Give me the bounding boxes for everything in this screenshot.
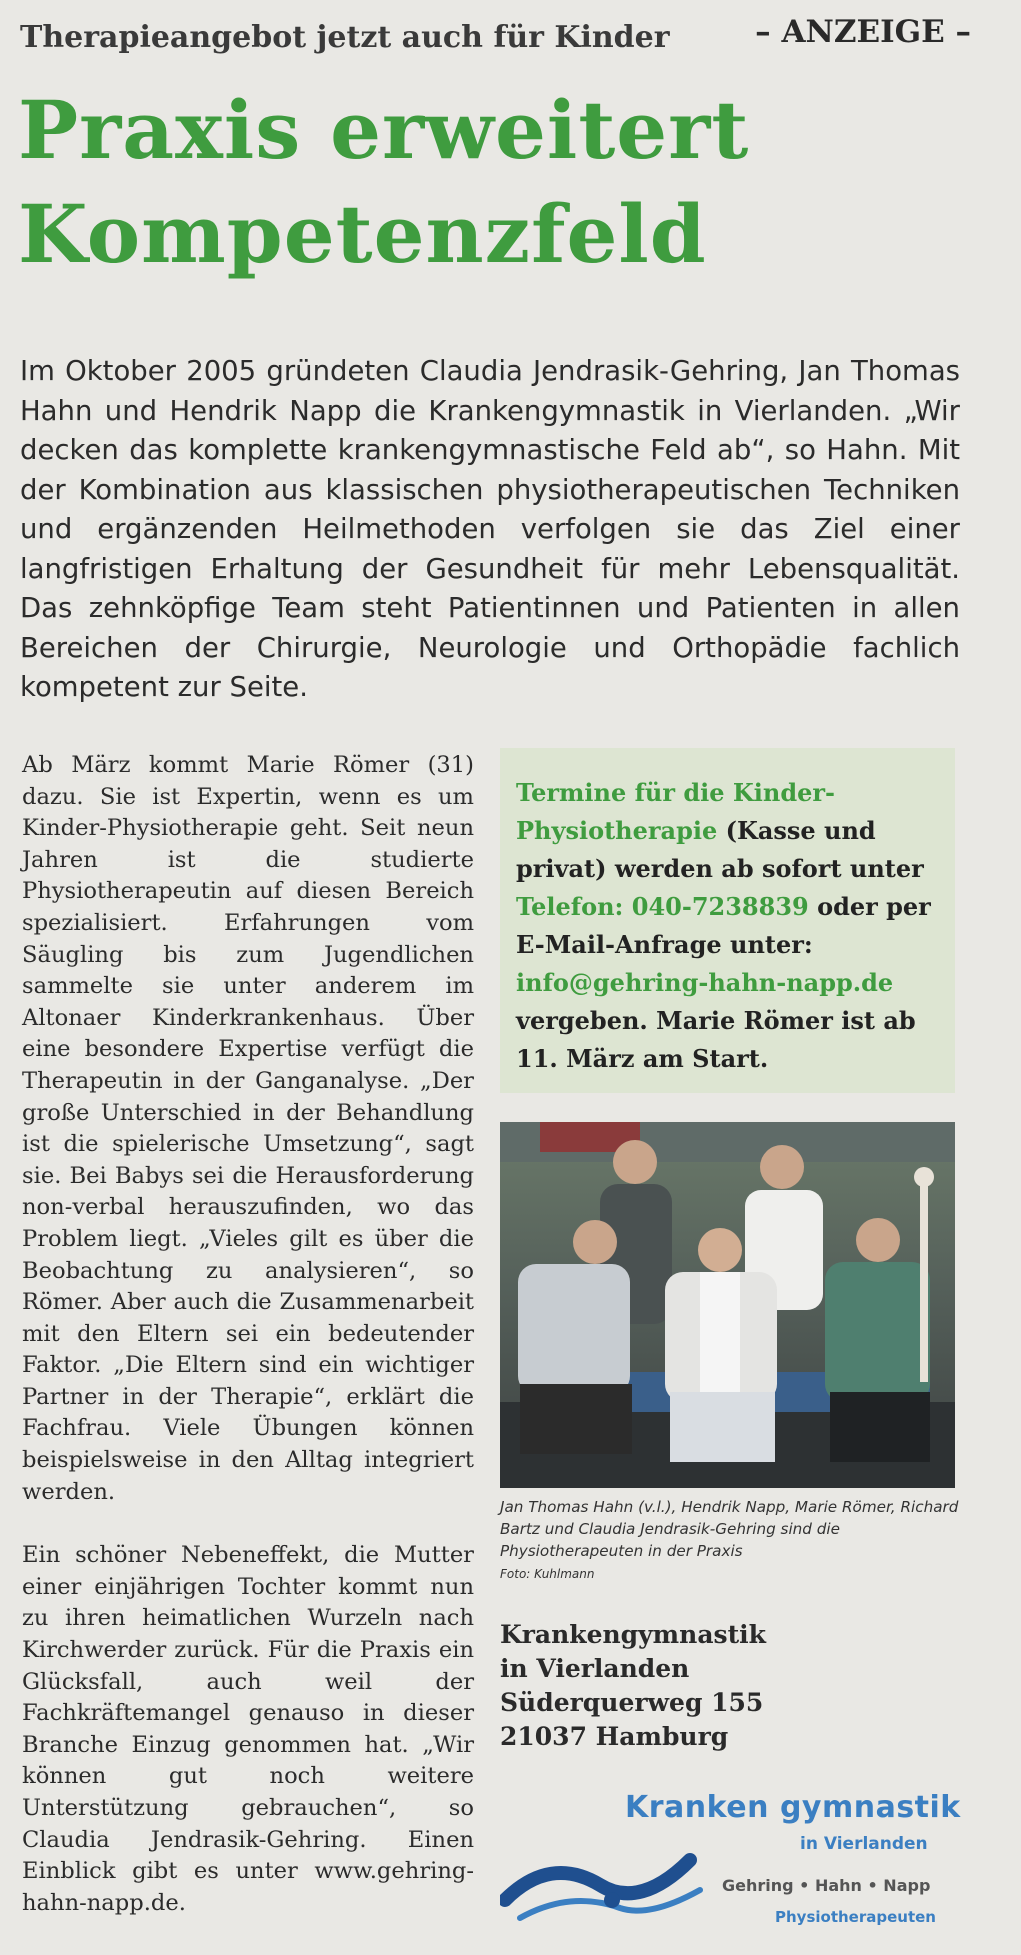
headline: Praxis erweitert Kompetenzfeld	[18, 83, 750, 281]
caption-text: Jan Thomas Hahn (v.l.), Hendrik Napp, Marie Römer, Richard Bartz und Claudia Jendrasik-Gehring sind die Physiotherapeuten in der Praxis	[500, 1498, 959, 1560]
kicker-line: Therapieangebot jetzt auch für Kinder	[20, 20, 670, 55]
address-line-1: Krankengymnastik	[500, 1620, 766, 1649]
advertisement-tag: – ANZEIGE –	[755, 14, 971, 50]
team-photo-illustration	[500, 1122, 955, 1488]
photo-caption	[500, 1496, 960, 1585]
infobox-text-1: (Kasse und privat) werden ab sofort unter	[516, 816, 924, 883]
team-photo	[500, 1122, 955, 1488]
logo-subtitle: in Vierlanden	[800, 1834, 928, 1854]
phone-number[interactable]: Telefon: 040-7238839	[516, 892, 809, 921]
address-line-4: 21037 Hamburg	[500, 1722, 729, 1751]
infobox-text-2: oder per E-Mail-Anfrage unter:	[516, 892, 931, 959]
infobox-heading: Termine für die Kinder-Physiotherapie	[516, 778, 835, 845]
practice-address	[500, 1618, 940, 1754]
body-paragraph-1: Ab März kommt Marie Römer (31) dazu. Sie ist Expertin, wenn es um Kinder-Physiotherapie geht. Seit neun Jahren ist die studierte Physiotherapeutin auf diesen Bereich spezialisiert. Erfahrungen vom Säugling bis zum Jugendlichen sammelte sie unter anderem im Altonaer Kinderkrankenhaus. Über eine besondere Expertise verfügt die Therapeutin in der Ganganalyse. „Der große Unterschied in der Behandlung ist die spielerische Umsetzung“, sagt sie. Bei Babys sei die Herausforderung non-verbal herauszufinden, wo das Problem liegt. „Vieles gilt es über die Beobachtung zu analysieren“, so Römer. Aber auch die Zusammenarbeit mit den Eltern sei ein bedeutender Faktor. „Die Eltern sind ein wichtiger Partner in der Therapie“, erklärt die Fachfrau. Viele Übungen können beispielsweise in den Alltag integriert werden.	[22, 752, 474, 1505]
intro-paragraph: Im Oktober 2005 gründeten Claudia Jendrasik-Gehring, Jan Thomas Hahn und Hendrik Napp die Krankengymnastik in Vierlanden. „Wir decken das komplette krankengymnastische Feld ab“, so Hahn. Mit der Kombination aus klassischen physiotherapeutischen Techniken und ergänzenden Heilmethoden verfolgen sie das Ziel einer langfristigen Erhaltung der Gesundheit für mehr Lebensqualität. Das zehnköpfige Team steht Patientinnen und Patienten in allen Bereichen der Chirurgie, Neurologie und Orthopädie fachlich kompetent zur Seite.	[20, 355, 960, 703]
appointment-infobox	[500, 748, 955, 1093]
photo-credit: Foto: Kuhlmann	[500, 1567, 595, 1581]
infobox-text-3: vergeben. Marie Römer ist ab 11. März am Start.	[516, 1006, 916, 1073]
body-paragraph-2: Ein schöner Nebeneffekt, die Mutter einer einjährigen Tochter kommt nun zu ihren heimatlichen Wurzeln nach Kirchwerder zurück. Für die Praxis ein Glücksfall, auch weil der Fachkräftemangel genauso in dieser Branche Einzug genommen hat. „Wir können gut noch weitere Unterstützung gebrauchen“, so Claudia Jendrasik-Gehring. Einen Einblick gibt es unter www.gehring-hahn-napp.de.	[22, 1542, 474, 1916]
address-line-2: in Vierlanden	[500, 1654, 690, 1683]
logo-names: Gehring • Hahn • Napp	[722, 1876, 931, 1895]
address-line-3: Süderquerweg 155	[500, 1688, 764, 1717]
body-column	[22, 750, 474, 1919]
email-address[interactable]: info@gehring-hahn-napp.de	[516, 968, 894, 997]
wave-logo-icon	[500, 1830, 710, 1930]
logo-title: Kranken gymnastik	[625, 1790, 961, 1825]
practice-logo	[500, 1790, 960, 1940]
logo-role: Physiotherapeuten	[775, 1908, 936, 1926]
